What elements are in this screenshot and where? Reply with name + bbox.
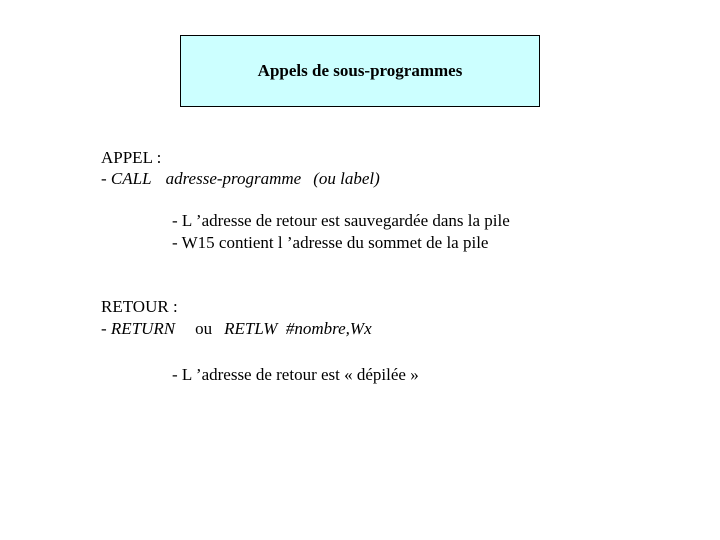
retour-or: ou xyxy=(195,319,213,338)
appel-detail-2: - W15 contient l ’adresse du sommet de la pile xyxy=(172,233,489,252)
retour-return-instruction: RETURN xyxy=(110,319,176,338)
appel-call-line xyxy=(101,168,380,190)
appel-call-note: (ou label) xyxy=(313,169,380,188)
retour-dash: - xyxy=(101,319,111,338)
appel-heading: APPEL : xyxy=(101,148,162,167)
retour-retlw-instruction: RETLW #nombre,Wx xyxy=(224,319,372,338)
retour-return-line xyxy=(101,318,372,340)
appel-dash: - xyxy=(101,169,111,188)
appel-call-instruction: CALL xyxy=(110,169,152,188)
slide-title: Appels de sous-programmes xyxy=(257,61,463,80)
title-box xyxy=(180,35,540,107)
retour-detail-1: - L ’adresse de retour est « dépilée » xyxy=(172,365,419,384)
appel-detail-1: - L ’adresse de retour est sauvegardée dans la pile xyxy=(172,211,510,230)
appel-call-operand: adresse-programme xyxy=(165,169,302,188)
retour-heading: RETOUR : xyxy=(101,297,178,316)
